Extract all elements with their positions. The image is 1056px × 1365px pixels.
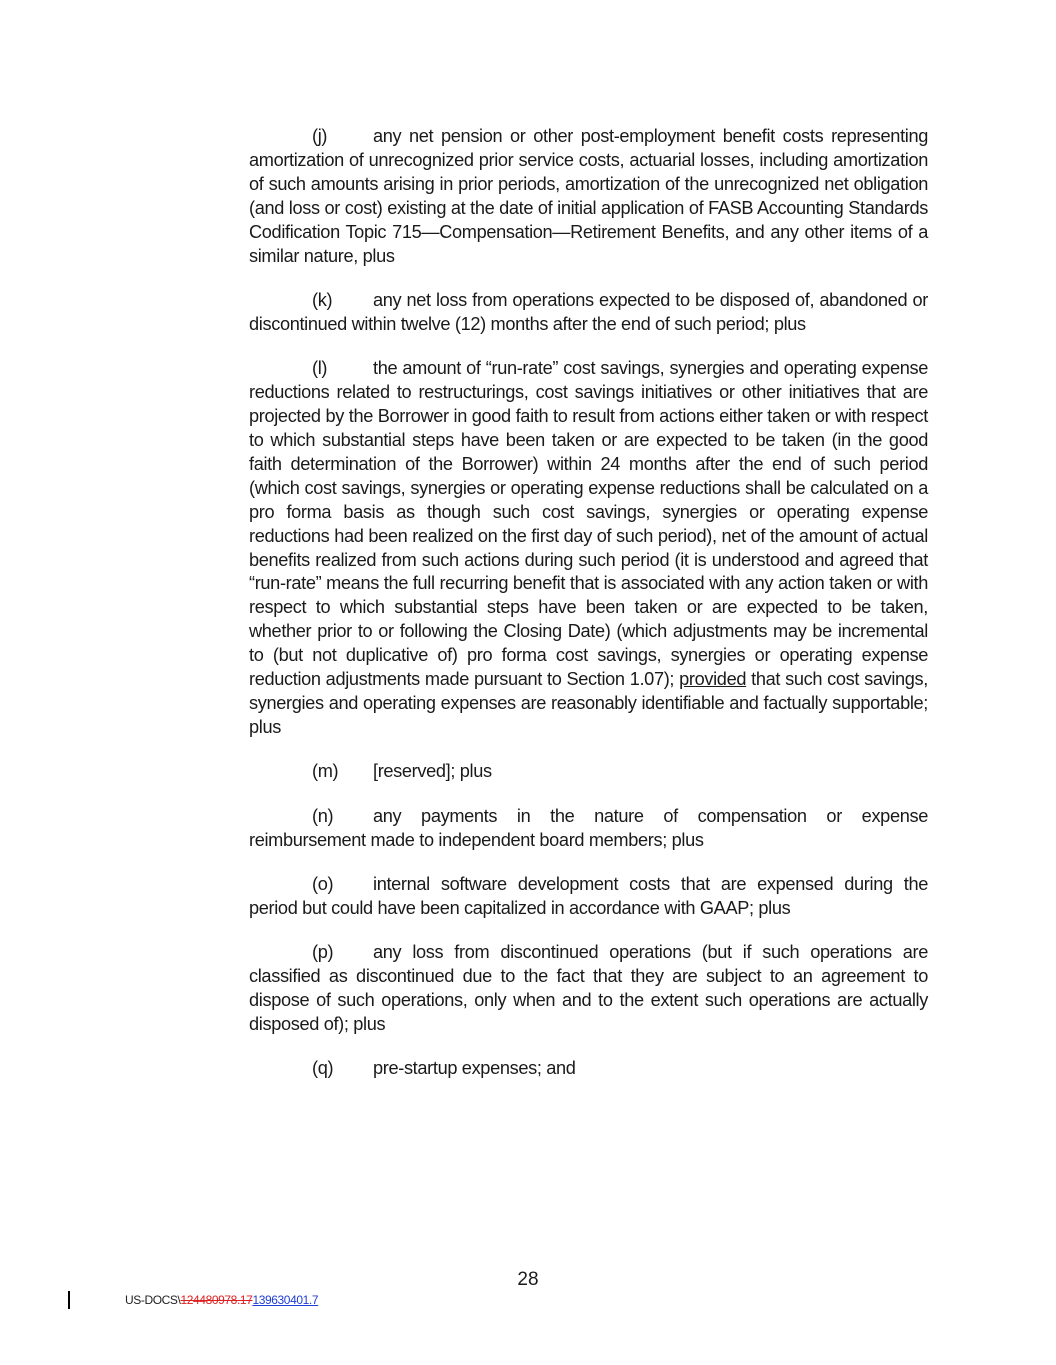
clause-text: any payments in the nature of compensation or expense reimbursement made to independent board members; plus: [249, 805, 928, 850]
clause-marker: (j): [312, 126, 328, 146]
clause-k: [249, 289, 928, 337]
clause-marker: (n): [312, 805, 334, 826]
document-id-prefix: US-DOCS\: [125, 1293, 181, 1307]
change-bar: [68, 1291, 70, 1309]
clause-marker: (o): [312, 873, 334, 894]
clause-marker: (m): [312, 761, 339, 782]
provided-term: provided: [679, 669, 747, 690]
document-body: [249, 125, 928, 1102]
clause-marker: (q): [312, 1058, 334, 1079]
inserted-document-id: 139630401.7: [252, 1293, 319, 1307]
clause-text: any net loss from operations expected to be disposed of, abandoned or discontinued within twelve (12) months after the end of such period; plus: [249, 289, 928, 334]
clause-j: [249, 125, 928, 268]
page-number: 28: [517, 1269, 539, 1290]
clause-text: any loss from discontinued operations (but if such operations are classified as discontinued due to the fact that they are subject to an agreement to dispose of such operations, only when and to the extent such operations are actually disposed of); plus: [249, 942, 928, 1034]
clause-text: pre-startup expenses; and: [373, 1058, 576, 1079]
clause-text-before: the amount of “run-rate” cost savings, synergies and operating expense reductions related to restructurings, cost savings initiatives or other initiatives that are projected by the Borrower in good faith to result from actions either taken or with respect to which substantial steps have been taken or are expected to be taken (in the good faith determination of the Borrower) within 24 months after the end of such period (which cost savings, synergies or operating expense reductions shall be calculated on a pro forma basis as though such cost savings, synergies or operating expense reductions had been realized on the first day of such period), net of the amount of actual benefits realized from such actions during such period (it is understood and agreed that “run-rate” means the full recurring benefit that is associated with any action taken or with respect to which substantial steps have been taken or are expected to be taken, whether prior to or following the Closing Date) (which adjustments may be incremental to (but not duplicative of) pro forma cost savings, synergies or operating expense reduction adjustments made pursuant to Section 1.07);: [249, 358, 928, 690]
clause-text: internal software development costs that are expensed during the period but could have been capitalized in accordance with GAAP; plus: [249, 873, 928, 918]
clause-text-after: that such cost savings, synergies and operating expenses are reasonably identifiable and factually supportable; plus: [249, 669, 928, 737]
clause-marker: (p): [312, 942, 334, 963]
document-id: [125, 1293, 318, 1308]
clause-m: [249, 760, 928, 784]
clause-q: [249, 1057, 928, 1081]
clause-text: any net pension or other post-employment benefit costs representing amortization of unrecognized prior service costs, actuarial losses, including amortization of such amounts arising in prior periods, amortization of the unrecognized net obligation (and loss or cost) existing at the date of initial application of FASB Accounting Standards Codification Topic 715—Compensation—Retirement Benefits, and any other items of a similar nature, plus: [249, 126, 928, 266]
clause-l: [249, 357, 928, 740]
clause-marker: (k): [312, 289, 333, 310]
deleted-document-id: 124480978.17: [180, 1293, 253, 1307]
clause-text: [reserved]; plus: [373, 761, 492, 782]
clause-n: [249, 805, 928, 853]
clause-marker: (l): [312, 358, 328, 379]
clause-o: [249, 873, 928, 921]
clause-p: [249, 941, 928, 1037]
